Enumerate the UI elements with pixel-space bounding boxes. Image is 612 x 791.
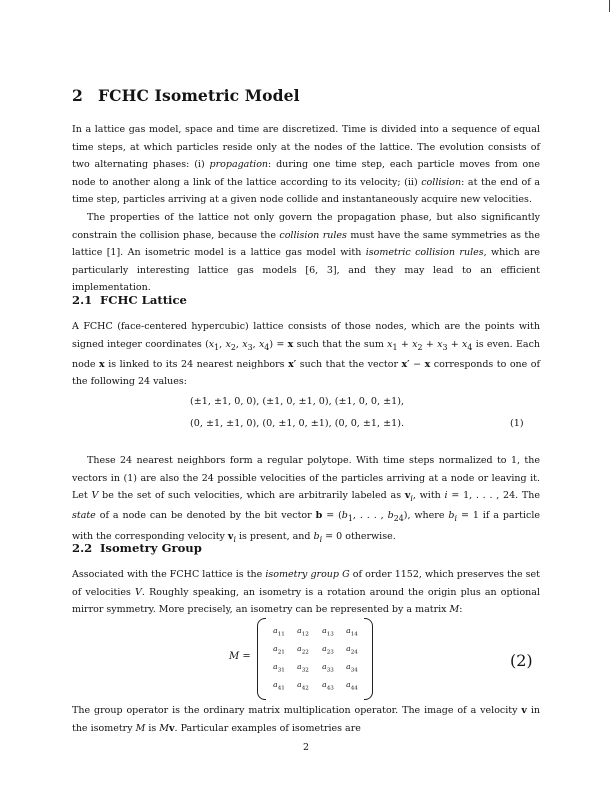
section-title: FCHC Isometric Model	[98, 86, 300, 105]
isometry-paragraph: Associated with the FCHC lattice is the isometry group G of order 1152, which preserves the set of velocities V. Roughly speaking, an isometry is a rotation around the origin plus an optional mirror symmetry. More precisely, an isometry can be represented by a matrix M:	[72, 569, 540, 615]
neighbors-paragraph: These 24 nearest neighbors form a regular polytope. With time steps normalized to 1, the vectors in (1) are also the 24 possible velocities of the particles arriving at a node or leaving it. Let V be the set of such velocities, which are arbitrarily labeled as $v_i$, with i = 1, . . . , 24. The state of a node can be denoted by the bit vector $b = (b_1$, . . . , $b_{24}$), where $b_i = 1$ if a particle with the corresponding velocity $v_i$ is present, and $b_i = 0$ otherwise.	[72, 455, 540, 544]
subsection-heading-isometry	[72, 541, 202, 555]
matrix-entry: $a_{34}$	[346, 662, 358, 674]
matrix-entry: $a_{13}$	[322, 626, 334, 638]
matrix-entry: $a_{11}$	[273, 626, 285, 638]
closing-paragraph: The group operator is the ordinary matrix multiplication operator. The image of a velocity v in the isometry M is Mv. Particular examples of isometries are	[72, 705, 540, 734]
matrix-entry: $a_{24}$	[346, 644, 358, 656]
matrix-entry: $a_{21}$	[273, 644, 285, 656]
subsection-number: 2.2	[72, 541, 93, 555]
equation-2	[0, 618, 612, 698]
matrix-entry: $a_{44}$	[346, 680, 358, 692]
left-paren	[257, 618, 266, 700]
page-edge-mark	[609, 0, 610, 12]
subsection-title: FCHC Lattice	[100, 293, 187, 307]
right-paren	[364, 618, 373, 700]
matrix-entry: $a_{43}$	[322, 680, 334, 692]
matrix-entry: $a_{22}$	[297, 644, 309, 656]
equation-1-number: (1)	[510, 418, 524, 429]
matrix-entry: $a_{32}$	[297, 662, 309, 674]
matrix-entry: $a_{31}$	[273, 662, 285, 674]
matrix-entry: $a_{14}$	[346, 626, 358, 638]
matrix-entry: $a_{41}$	[273, 680, 285, 692]
equation-2-number: (2)	[510, 651, 533, 670]
equation-1-line-1: (±1, ±1, 0, 0), (±1, 0, ±1, 0), (±1, 0, 0, ±1),	[190, 396, 405, 407]
matrix-lhs: M =	[229, 651, 251, 662]
intro-paragraph-2: The properties of the lattice not only govern the propagation phase, but also significantly constrain the collision phase, because the collision rules must have the same symmetries as the lattice [1]. An isometric model is a lattice gas model with isometric collision rules, which are particularly interesting lattice gas models [6, 3], and they may lead to an efficient implementation.	[72, 212, 540, 293]
subsection-title: Isometry Group	[100, 541, 202, 555]
section-number: 2	[72, 86, 83, 105]
matrix-entry: $a_{33}$	[322, 662, 334, 674]
intro-paragraph-1: In a lattice gas model, space and time are discretized. Time is divided into a sequence of equal time steps, at which particles reside only at the nodes of the lattice. The evolution consists of two alternating phases: (i) propagation: during one time step, each particle moves from one node to another along a link of the lattice according to its velocity; (ii) collision: at the end of a time step, particles arriving at a given node collide and instantaneously acquire new velocities.	[72, 124, 540, 205]
matrix-entry: $a_{12}$	[297, 626, 309, 638]
subsection-heading-lattice	[72, 293, 187, 307]
page-number: 2	[302, 742, 310, 753]
matrix-entry: $a_{23}$	[322, 644, 334, 656]
section-heading	[72, 86, 300, 105]
matrix-M	[257, 618, 373, 698]
lattice-paragraph: A FCHC (face-centered hypercubic) lattice consists of those nodes, which are the points with signed integer coordinates ($x_1$, $x_2$, $x_3$, $x_4) = x$ such that the sum $x_1 + x_2 + x_3 + x_4$ is even. Each node x is linked to its 24 nearest neighbors x′ such that the vector x′ − x corresponds to one of the following 24 values:	[72, 321, 541, 388]
equation-1-line-2: (0, ±1, ±1, 0), (0, ±1, 0, ±1), (0, 0, ±1, ±1).	[190, 418, 405, 429]
subsection-number: 2.1	[72, 293, 93, 307]
matrix-entry: $a_{42}$	[297, 680, 309, 692]
